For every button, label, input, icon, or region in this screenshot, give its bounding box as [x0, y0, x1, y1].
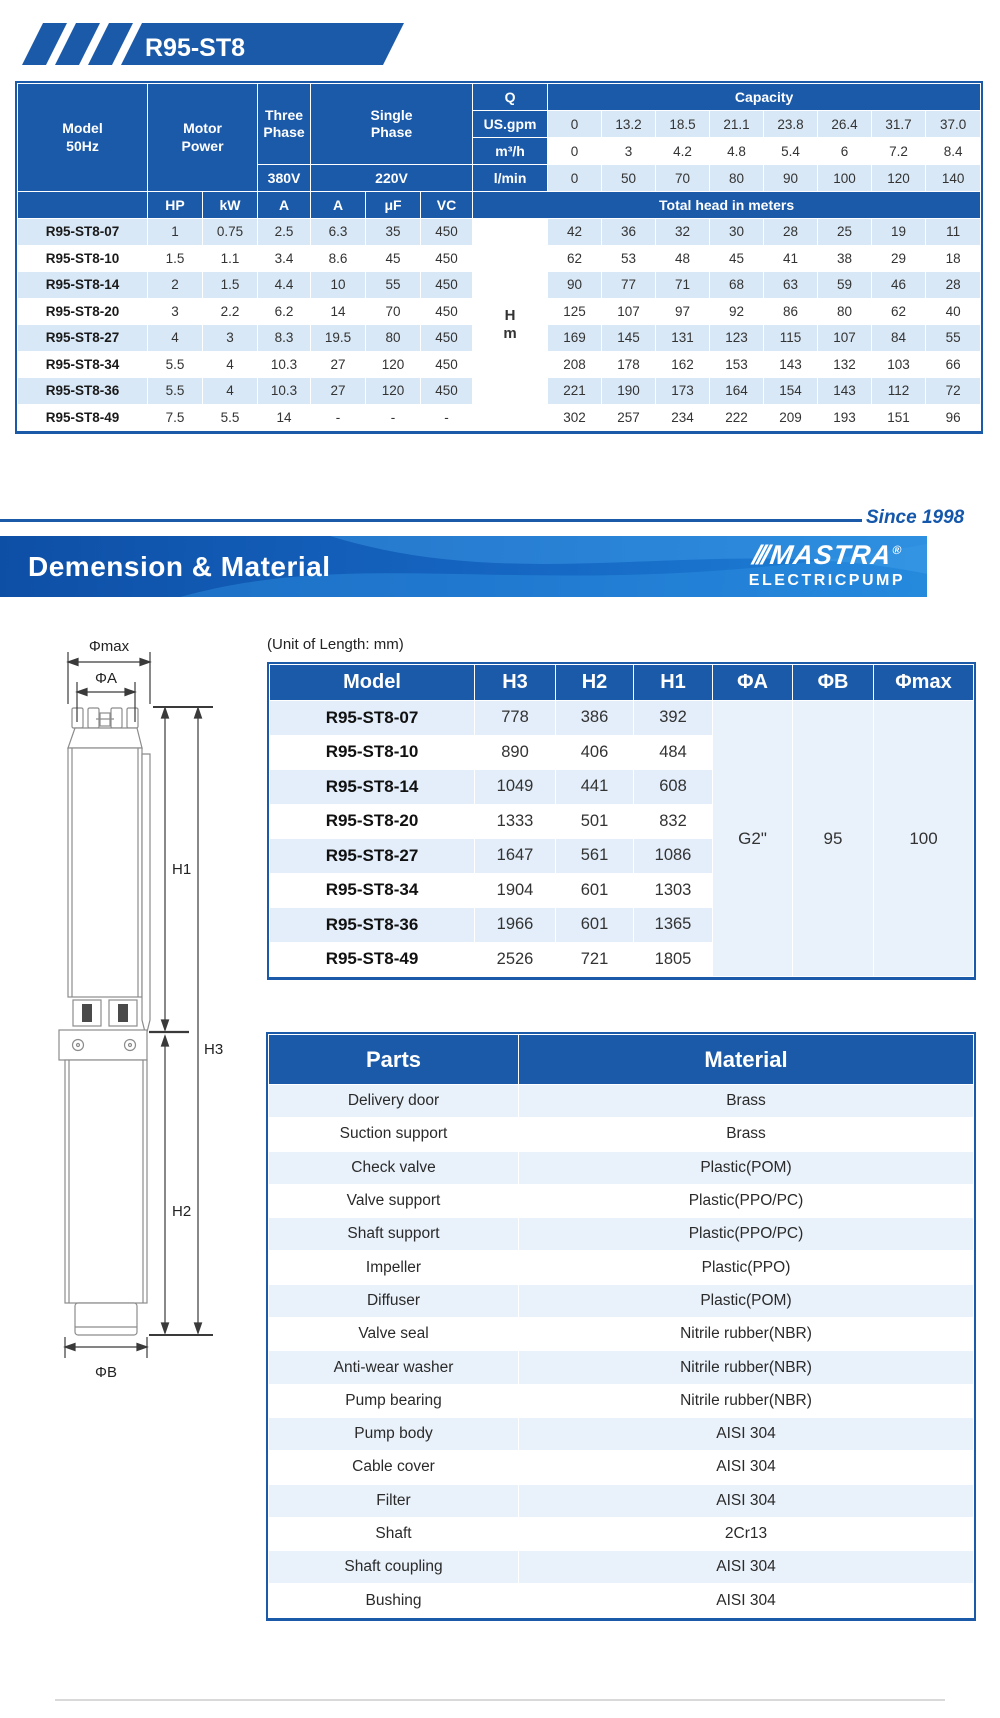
dim-header-phi-max: Φmax [874, 665, 974, 701]
dimension-row: R95-ST8-20 1333 501 832 [270, 804, 974, 839]
footer-divider [55, 1699, 945, 1701]
phi-max-merged-value: 100 [874, 701, 974, 977]
head-unit-cell: H m [473, 219, 548, 431]
parts-row: Delivery door Brass [269, 1085, 974, 1118]
section-title: Demension & Material [28, 551, 331, 582]
dimension-row: R95-ST8-36 1966 601 1365 [270, 908, 974, 943]
parts-row: Valve seal Nitrile rubber(NBR) [269, 1318, 974, 1351]
dim-header-h2: H2 [556, 665, 634, 701]
col-header-220v: 220V [311, 165, 473, 192]
parts-row: Diffuser Plastic(POM) [269, 1284, 974, 1317]
spec-row: R95-ST8-10 1.5 1.1 3.4 8.6 45 450 62 53 48 45 41 38 29 18 [18, 245, 981, 272]
registered-mark-icon: ® [891, 543, 904, 557]
dim-header-phi-a: ΦA [713, 665, 793, 701]
spec-row: R95-ST8-36 5.5 4 10.3 27 120 450 221 190 173 164 154 143 112 72 [18, 378, 981, 405]
spec-row: R95-ST8-34 5.5 4 10.3 27 120 450 208 178 162 153 143 132 103 66 [18, 351, 981, 378]
phi-b-merged-value: 95 [793, 701, 874, 977]
spec-row: R95-ST8-20 3 2.2 6.2 14 70 450 125 107 97 92 86 80 62 40 [18, 298, 981, 325]
unit-note: (Unit of Length: mm) [267, 636, 404, 653]
material-header: Material [519, 1035, 974, 1085]
parts-row: Check valve Plastic(POM) [269, 1151, 974, 1184]
parts-row: Bushing AISI 304 [269, 1584, 974, 1617]
dim-header-h1: H1 [634, 665, 713, 701]
dimension-table [269, 664, 974, 977]
parts-row: Shaft coupling AISI 304 [269, 1551, 974, 1584]
row-header-usgpm: US.gpm [473, 111, 548, 138]
logo-subtitle: ELECTRICPUMP [748, 571, 905, 589]
dim-header-h3: H3 [475, 665, 556, 701]
logo-slashes-icon: /// [750, 540, 769, 570]
parts-row: Filter AISI 304 [269, 1484, 974, 1517]
dim-header-phi-b: ΦB [793, 665, 874, 701]
mastra-logo-wordmark [747, 541, 907, 571]
spec-row: R95-ST8-49 7.5 5.5 14 - - - 302 257 234 222 209 193 151 96 [18, 404, 981, 431]
spec-table: Model 50Hz Motor Power Three Phase Single Phase Q Capacity US.gpm 0 13.2 18.5 21.1 23.8 26.4 31.7 37.0 m³/h 0 3 4.2 4.8 5.4 6 7.2 8.4 380V 220V l/min 0 50 70 80 90 100 120 140 HP kW A A μF VC Total head in meters R95-ST8-07 1 0.75 2.5 6.3 35 450 H m 42 36 32 30 28 25 19 11 R95-ST8-10 1.5 1.1 3.4 8.6 45 450 62 53 48 45 41 38 29 18 R95-ST8-14 2 1.5 4.4 10 55 450 90 77 71 68 63 59 46 28 R95-ST8-20 3 2.2 6.2 14 70 450 125 107 97 92 86 80 62 40 R95-ST8-27 4 3 8.3 19.5 80 450 169 145 131 123 115 107 84 55 R95-ST8-34 5.5 4 10.3 27 120 450 208 178 162 153 143 132 103 66 R95-ST8-36 5.5 4 10.3 27 120 450 221 190 173 164 154 143 112 72 R95-ST8-49 7.5 5.5 14 - - - 302 257 234 222 209 193 151 96 [17, 83, 981, 431]
col-header-vc: VC [421, 192, 473, 219]
phi-a-label: ΦA [95, 670, 117, 687]
col-header-380v: 380V [258, 165, 311, 192]
spec-row: R95-ST8-14 2 1.5 4.4 10 55 450 90 77 71 68 63 59 46 28 [18, 272, 981, 299]
parts-row: Suction support Brass [269, 1118, 974, 1151]
col-header-kw: kW [203, 192, 258, 219]
mastra-logo [749, 541, 905, 590]
row-header-m3h: m³/h [473, 138, 548, 165]
col-header-uf: μF [366, 192, 421, 219]
phi-max-label: Φmax [88, 638, 130, 655]
parts-row: Shaft 2Cr13 [269, 1517, 974, 1550]
h2-label: H2 [172, 1203, 192, 1220]
parts-row: Cable cover AISI 304 [269, 1451, 974, 1484]
phi-b-label: ΦB [95, 1364, 117, 1381]
parts-header: Parts [269, 1035, 519, 1085]
spec-table-wrap [15, 81, 983, 434]
col-header-single-phase: Single Phase [311, 84, 473, 165]
parts-row: Impeller Plastic(PPO) [269, 1251, 974, 1284]
col-header-q: Q [473, 84, 548, 111]
parts-row: Valve support Plastic(PPO/PC) [269, 1184, 974, 1217]
col-header-model: Model 50Hz [18, 84, 148, 192]
dimension-row: R95-ST8-34 1904 601 1303 [270, 873, 974, 908]
pump-outline [59, 708, 150, 1335]
spacer-cell [18, 192, 148, 219]
col-header-hp: HP [148, 192, 203, 219]
since-text: Since 1998 [866, 507, 965, 528]
dimension-row: R95-ST8-49 2526 721 1805 [270, 942, 974, 977]
phi-a-merged-value: G2" [713, 701, 793, 977]
dimension-row: R95-ST8-27 1647 561 1086 [270, 839, 974, 874]
parts-table [268, 1034, 974, 1618]
parts-table-wrap [266, 1032, 976, 1621]
dimension-row: R95-ST8-10 890 406 484 [270, 735, 974, 770]
dim-header-model: Model [270, 665, 475, 701]
spec-row: R95-ST8-27 4 3 8.3 19.5 80 450 169 145 131 123 115 107 84 55 [18, 325, 981, 352]
h3-label: H3 [204, 1041, 224, 1058]
col-header-three-phase: Three Phase [258, 84, 311, 165]
section-banner [0, 536, 927, 597]
dimension-row: R95-ST8-14 1049 441 608 [270, 770, 974, 805]
parts-row: Shaft support Plastic(PPO/PC) [269, 1218, 974, 1251]
col-header-motor-power: Motor Power [148, 84, 258, 192]
spec-row: R95-ST8-07 1 0.75 2.5 6.3 35 450 H m 42 36 32 30 28 25 19 11 [18, 219, 981, 246]
dimension-table-wrap [267, 662, 976, 980]
col-header-a380: A [258, 192, 311, 219]
page-title: R95-ST8 [145, 34, 246, 62]
parts-row: Pump bearing Nitrile rubber(NBR) [269, 1384, 974, 1417]
title-banner [15, 20, 415, 70]
dimension-row: R95-ST8-07 778 386 392 G2" 95 100 [270, 701, 974, 736]
row-header-lmin: l/min [473, 165, 548, 192]
col-header-total-head: Total head in meters [473, 192, 981, 219]
pump-dimension-drawing [45, 630, 240, 1390]
logo-brand-text: MASTRA [767, 540, 894, 570]
h1-label: H1 [172, 861, 192, 878]
col-header-a220: A [311, 192, 366, 219]
parts-row: Anti-wear washer Nitrile rubber(NBR) [269, 1351, 974, 1384]
col-header-capacity: Capacity [548, 84, 981, 111]
parts-row: Pump body AISI 304 [269, 1417, 974, 1450]
since-divider-line [0, 519, 862, 522]
